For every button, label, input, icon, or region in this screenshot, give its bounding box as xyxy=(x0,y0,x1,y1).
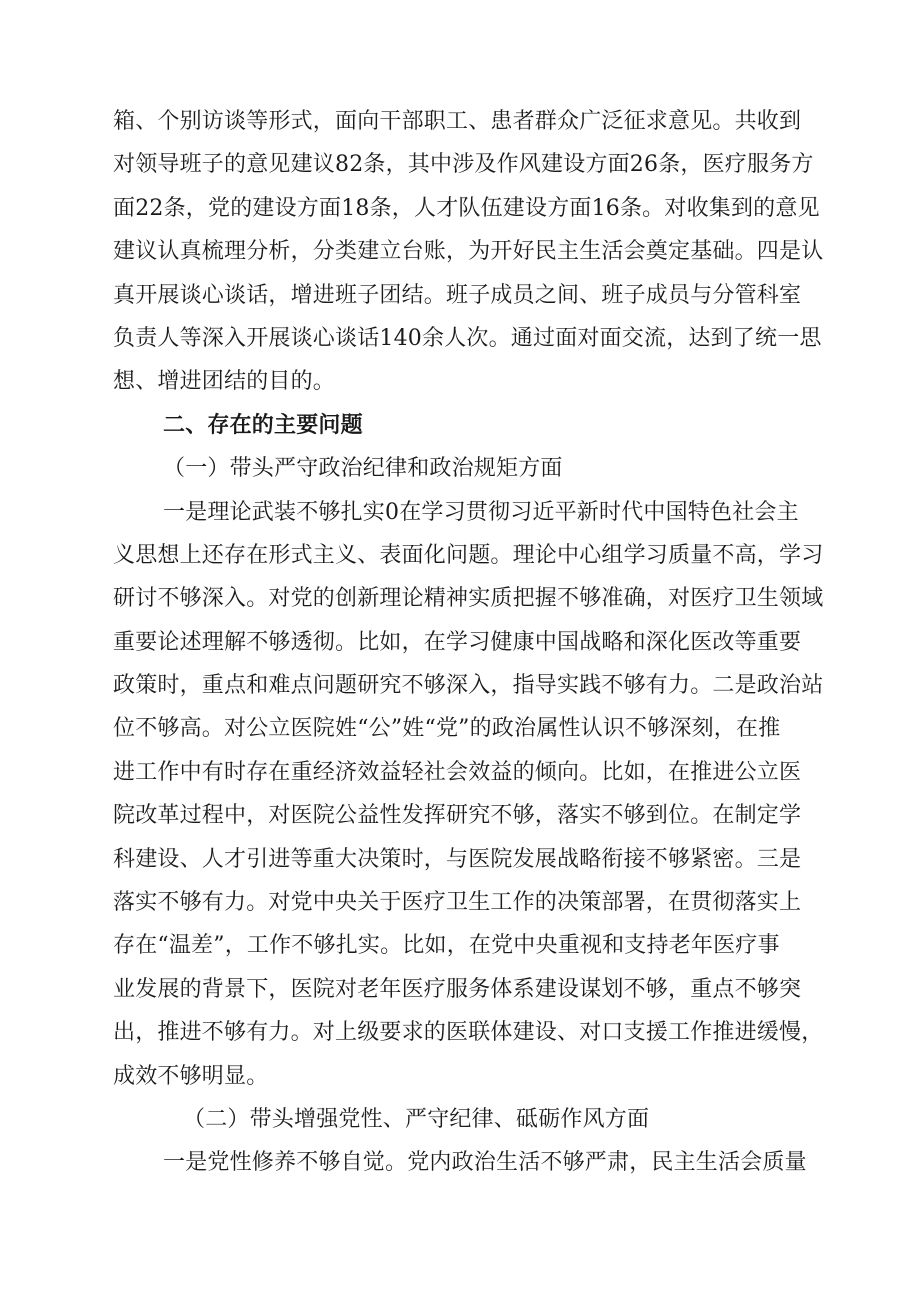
paragraph-line: 箱、个别访谈等形式，面向干部职工、患者群众广泛征求意见。共收到 xyxy=(113,109,802,134)
section-heading: 二、存在的主要问题 xyxy=(163,411,363,438)
document-body xyxy=(113,100,838,1185)
paragraph-line: 存在“温差”，工作不够扎实。比如，在党中央重视和支持老年医疗事 xyxy=(113,933,780,959)
subheading-party-spirit: （二）带头增强党性、严守纪律、砥砺作风方面 xyxy=(183,1106,650,1132)
paragraph-line: 一是理论武装不够扎实0在学习贯彻习近平新时代中国特色社会主 xyxy=(163,499,799,525)
paragraph-line: 落实不够有力。对党中央关于医疗卫生工作的决策部署，在贯彻落实上 xyxy=(113,890,802,916)
paragraph-line: 进工作中有时存在重经济效益轻社会效益的倾向。比如，在推进公立医 xyxy=(113,759,802,785)
paragraph-line: 重要论述理解不够透彻。比如，在学习健康中国战略和深化医改等重要 xyxy=(113,629,802,655)
paragraph-line: 政策时，重点和难点问题研究不够深入，指导实践不够有力。二是政治站 xyxy=(113,673,824,699)
paragraph-line: 院改革过程中，对医院公益性发挥研究不够，落实不够到位。在制定学 xyxy=(113,803,802,829)
paragraph-line: 一是党性修养不够自觉。党内政治生活不够严肃，民主生活会质量 xyxy=(163,1150,807,1176)
paragraph-line: 业发展的背景下，医院对老年医疗服务体系建设谋划不够，重点不够突 xyxy=(113,976,802,1002)
paragraph-line: 真开展谈心谈话，增进班子团结。班子成员之间、班子成员与分管科室 xyxy=(113,282,802,308)
paragraph-line: 位不够高。对公立医院姓“公”姓“党”的政治属性认识不够深刻，在推 xyxy=(113,716,781,742)
paragraph-line: 成效不够明显。 xyxy=(113,1063,269,1089)
paragraph-line: 面22条，党的建设方面18条，人才队伍建设方面16条。对收集到的意见 xyxy=(113,195,820,221)
paragraph-line: 研讨不够深入。对党的创新理论精神实质把握不够准确，对医疗卫生领域 xyxy=(113,586,824,612)
subheading-political-discipline: （一）带头严守政治纪律和政治规矩方面 xyxy=(163,456,563,482)
paragraph-line: 对领导班子的意见建议82条，其中涉及作风建设方面26条，医疗服务方 xyxy=(113,152,814,178)
paragraph-line: 想、增进团结的目的。 xyxy=(113,369,336,395)
paragraph-line: 建议认真梳理分析，分类建立台账，为开好民主生活会奠定基础。四是认 xyxy=(113,239,824,265)
paragraph-line: 出，推进不够有力。对上级要求的医联体建设、对口支援工作推进缓慢， xyxy=(113,1020,824,1046)
paragraph-line: 义思想上还存在形式主义、表面化问题。理论中心组学习质量不高，学习 xyxy=(113,542,824,568)
paragraph-line: 科建设、人才引进等重大决策时，与医院发展战略衔接不够紧密。三是 xyxy=(113,846,802,872)
paragraph-line: 负责人等深入开展谈心谈话140余人次。通过面对面交流，达到了统一思 xyxy=(113,325,822,351)
